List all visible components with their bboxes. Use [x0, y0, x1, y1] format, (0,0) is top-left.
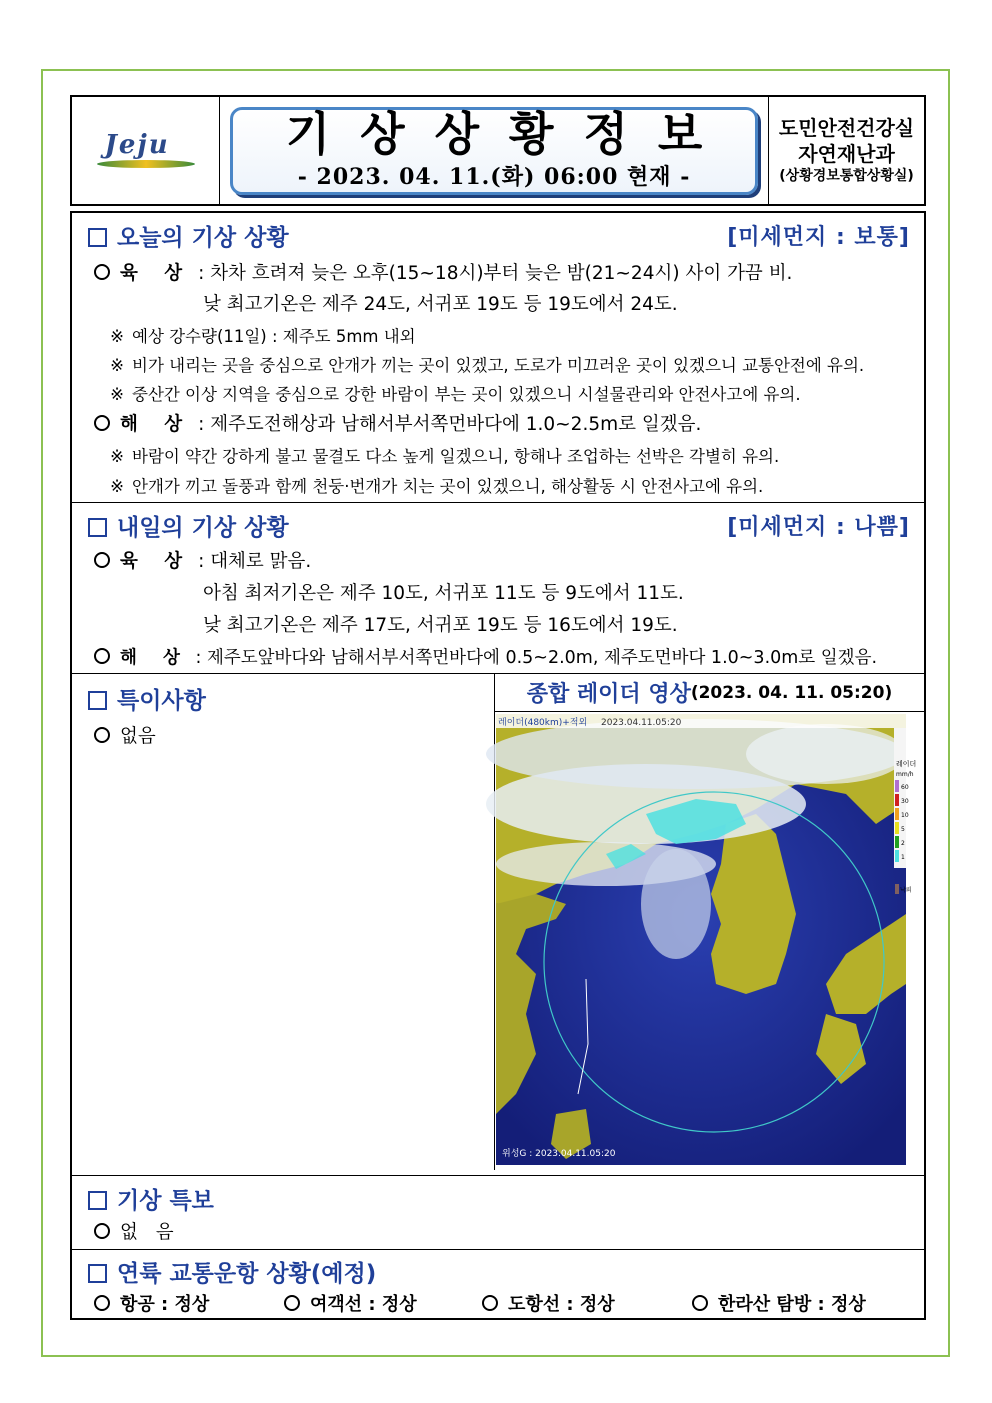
circle-bullet-icon [284, 1295, 300, 1311]
circle-bullet-icon [94, 1223, 110, 1239]
note-mark-icon: ※ [110, 447, 124, 466]
tomorrow-max-temp: 낮 최고기온은 제주 17도, 서귀포 19도 등 16도에서 19도. [203, 615, 678, 636]
jeju-logo: Jeju [91, 126, 201, 176]
main-table [70, 211, 926, 1320]
tomorrow-land-row: 육 상 : 대체로 맑음. [94, 547, 311, 573]
transport-item-island-ferry: 도항선 : 정상 [482, 1290, 615, 1316]
today-sea-label: 해 상 [120, 414, 193, 435]
svg-text:위성G : 2023.04.11.05:20: 위성G : 2023.04.11.05:20 [502, 1149, 616, 1159]
circle-bullet-icon [94, 415, 110, 431]
transport-item-ferry: 여객선 : 정상 [284, 1290, 417, 1316]
note-mark-icon: ※ [110, 385, 124, 404]
today-note: ※ 중산간 이상 지역을 중심으로 강한 바람이 부는 곳이 있겠으니 시설물관리와 안전사고에 유의. [106, 381, 801, 405]
svg-text:레이더: 레이더 [896, 760, 917, 768]
note-mark-icon: ※ [110, 356, 124, 375]
radar-satellite-image [496, 714, 917, 1165]
transport-section [72, 1250, 924, 1318]
today-land-temp: 낮 최고기온은 제주 24도, 서귀포 19도 등 19도에서 24도. [203, 294, 678, 315]
today-land-row: 육 상 : 차차 흐려져 늦은 오후(15~18시)부터 늦은 밤(21~24시) 사이 가끔 비. [94, 259, 792, 285]
circle-bullet-icon [692, 1295, 708, 1311]
today-dust-level: [미세먼지 : 보통] [727, 225, 910, 250]
radar-heading [495, 674, 924, 712]
radar-time: (2023. 04. 11. 05:20) [690, 682, 893, 703]
tomorrow-sea-text: 제주도앞바다와 남해서부서쪽먼바다에 0.5~2.0m, 제주도먼바다 1.0~3.0m로 일겠음. [206, 648, 878, 668]
today-note: ※ 예상 강수량(11일) : 제주도 5mm 내외 [106, 323, 416, 347]
today-land-label: 육 상 [120, 263, 193, 284]
tomorrow-sea-label: 해 상 [120, 648, 190, 668]
today-section [72, 213, 924, 503]
checkbox-icon [88, 1264, 107, 1283]
tomorrow-sea-row: 해 상 : 제주도앞바다와 남해서부서쪽먼바다에 0.5~2.0m, 제주도먼바다 1.0~3.0m로 일겠음. [94, 644, 877, 669]
special-heading: 특이사항 [88, 682, 206, 715]
svg-text:30: 30 [901, 798, 909, 805]
svg-text:1: 1 [901, 854, 905, 861]
checkbox-icon [88, 518, 107, 537]
page-title: 기상상황정보 [285, 106, 733, 161]
checkbox-icon [88, 1191, 107, 1210]
warning-section [72, 1176, 924, 1250]
today-sea-note: ※ 안개가 끼고 돌풍과 함께 천둥·번개가 치는 곳이 있겠으니, 해상활동 시 안전사고에 유의. [106, 473, 763, 497]
office-division: 자연재난과 [798, 141, 895, 166]
svg-text:2023.04.11.05:20: 2023.04.11.05:20 [601, 718, 682, 728]
circle-bullet-icon [94, 727, 110, 743]
circle-bullet-icon [94, 648, 110, 664]
note-mark-icon: ※ [110, 477, 124, 496]
svg-text:5: 5 [901, 826, 905, 833]
transport-item-air: 항공 : 정상 [94, 1290, 209, 1316]
tomorrow-section [72, 503, 924, 674]
warning-heading: 기상 특보 [88, 1182, 214, 1215]
today-sea-note: ※ 바람이 약간 강하게 불고 물결도 다소 높게 일겠으니, 항해나 조업하는 선박은 각별히 유의. [106, 443, 779, 467]
radar-title: 종합 레이더 영상 [526, 682, 691, 707]
note-mark-icon: ※ [110, 327, 124, 346]
office-dept: 도민안전건강실 [778, 115, 915, 140]
office-cell [769, 97, 924, 204]
office-room: (상황경보통합상황실) [779, 167, 914, 184]
today-sea-text: 제주도전해상과 남해서부서쪽먼바다에 1.0~2.5m로 일겠음. [210, 414, 702, 435]
today-land-text: 차차 흐려져 늦은 오후(15~18시)부터 늦은 밤(21~24시) 사이 가끔 비. [210, 263, 793, 284]
circle-bullet-icon [94, 264, 110, 280]
circle-bullet-icon [94, 552, 110, 568]
tomorrow-land-label: 육 상 [120, 551, 193, 572]
checkbox-icon [88, 691, 107, 710]
title-box [230, 107, 758, 195]
today-heading: 오늘의 기상 상황 [88, 219, 289, 252]
title-cell [220, 97, 769, 204]
tomorrow-dust-level: [미세먼지 : 나쁨] [727, 515, 910, 540]
checkbox-icon [88, 228, 107, 247]
tomorrow-land-text: 대체로 맑음. [210, 551, 312, 572]
radar-panel [494, 674, 924, 1170]
svg-text:레이더(480km)+적외: 레이더(480km)+적외 [498, 718, 588, 728]
svg-text:낙뢰: 낙뢰 [900, 887, 912, 894]
circle-bullet-icon [482, 1295, 498, 1311]
special-item: 없음 [94, 722, 156, 748]
today-note: ※ 비가 내리는 곳을 중심으로 안개가 끼는 곳이 있겠고, 도로가 미끄러운 곳이 있겠으니 교통안전에 유의. [106, 352, 864, 376]
circle-bullet-icon [94, 1295, 110, 1311]
special-radar-section [72, 674, 924, 1176]
tomorrow-min-temp: 아침 최저기온은 제주 10도, 서귀포 11도 등 9도에서 11도. [203, 583, 684, 604]
transport-heading: 연륙 교통운항 상황(예정) [88, 1255, 376, 1288]
today-sea-row: 해 상 : 제주도전해상과 남해서부서쪽먼바다에 1.0~2.5m로 일겠음. [94, 410, 701, 436]
svg-text:mm/h: mm/h [896, 771, 914, 778]
svg-text:2: 2 [901, 840, 905, 847]
transport-item-hallasan: 한라산 탐방 : 정상 [692, 1290, 866, 1316]
logo-cell [72, 97, 220, 204]
report-datetime: - 2023. 04. 11.(화) 06:00 현재 - [297, 164, 691, 191]
svg-text:10: 10 [901, 812, 909, 819]
header-table [70, 95, 926, 206]
svg-text:60: 60 [901, 784, 909, 791]
warning-item: 없 음 [94, 1218, 180, 1244]
tomorrow-heading: 내일의 기상 상황 [88, 509, 289, 542]
